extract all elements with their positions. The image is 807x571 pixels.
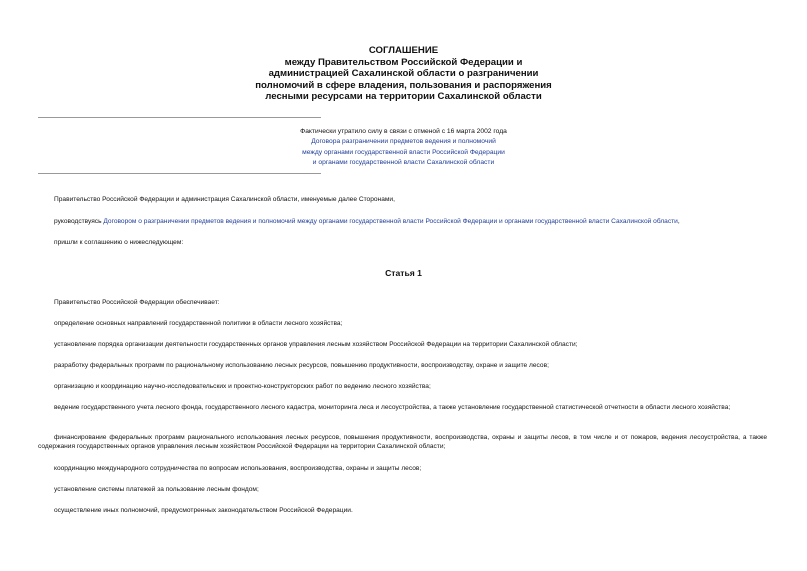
title-line: полномочий в сфере владения, пользования и распоряжения [255, 79, 552, 91]
preamble-text: , [677, 218, 680, 225]
title-line: СОГЛАШЕНИЕ [368, 45, 439, 56]
article-paragraph: ведение государственного учета лесного фонда, государственного лесного кадастра, мониторинга леса и лесоустройства, а также установление государственной статистической отчетности в области лесного хозяйства; [54, 404, 731, 411]
divider-bottom [38, 173, 321, 174]
article-paragraph: финансирование федеральных программ рационального использования лесных ресурсов, повышения продуктивности, воспроизводства, охраны и защиты лесов, в том числе и от пожаров, ведения лесоустройства, а также содержания государственных органов управления лесным хозяйством Российской Федерации на территории Сахалинской области; [38, 434, 767, 450]
divider-top [38, 117, 321, 118]
status-note [0, 127, 807, 169]
repeal-link-line[interactable]: и органами государственной власти Сахалинской области [312, 159, 495, 167]
preamble-paragraph: Правительство Российской Федерации и администрация Сахалинской области, именуемые далее Сторонами, [54, 196, 395, 203]
article-paragraph: организацию и координацию научно-исследовательских и проектно-конструкторских работ по ведению лесного хозяйства; [54, 383, 431, 390]
title-line: лесными ресурсами на территории Сахалинской области [265, 91, 542, 102]
repeal-link-line[interactable]: Договора разграничении предметов ведения и полномочий [311, 138, 496, 146]
article-paragraph: разработку федеральных программ по рациональному использованию лесных ресурсов, повышению продуктивности, воспроизводству, охране и защите лесов; [54, 362, 549, 369]
status-text: Фактически утратило силу в связи с отменой с 16 марта 2002 года [300, 128, 507, 135]
article-paragraph: определение основных направлений государственной политики в области лесного хозяйства; [54, 320, 343, 327]
article-paragraph: установление порядка организации деятельности государственных органов управления лесным хозяйством Российской Федерации на территории Сахалинской области; [54, 341, 578, 348]
document-title [0, 45, 807, 103]
preamble-paragraph: пришли к соглашению о нижеследующем: [54, 239, 184, 246]
article-paragraph: осуществление иных полномочий, предусмотренных законодательством Российской Федерации. [54, 507, 353, 514]
article-heading: Статья 1 [385, 268, 422, 278]
title-line: администрацией Сахалинской области о разграничении [268, 68, 539, 79]
treaty-link[interactable]: Договором о разграничении предметов ведения и полномочий между органами государственной власти Российской Федерации и органами государственной власти Сахалинской области [103, 218, 678, 225]
preamble-paragraph [38, 217, 767, 226]
article-paragraph: установление системы платежей за пользование лесным фондом; [54, 486, 259, 493]
article-paragraph: Правительство Российской Федерации обеспечивает: [54, 299, 220, 306]
title-line: между Правительством Российской Федерации и [284, 56, 523, 68]
repeal-link-line[interactable]: между органами государственной власти Российской Федерации [302, 148, 505, 156]
preamble-text: руководствуясь [54, 218, 104, 225]
article-paragraph: координацию международного сотрудничества по вопросам использования, воспроизводства, охраны и защиты лесов; [54, 465, 422, 472]
